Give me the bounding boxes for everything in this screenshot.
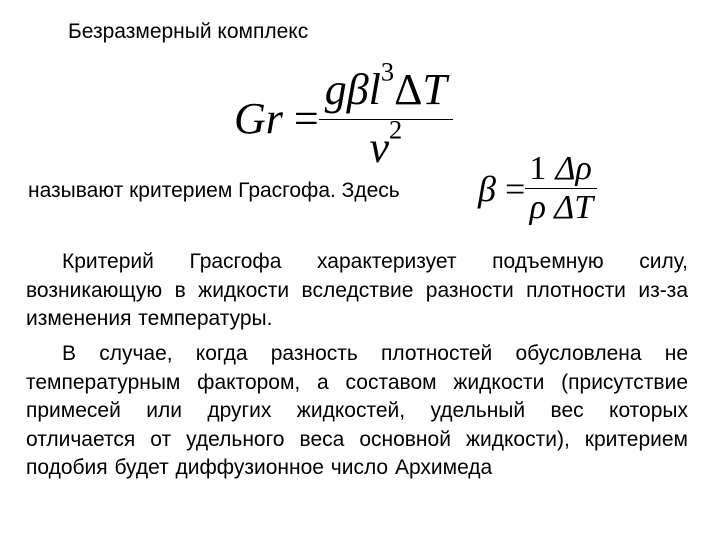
intro-text: называют критерием Грасгофа. Здесь	[28, 179, 400, 202]
grashof-lhs	[234, 93, 319, 144]
grashof-numerator	[319, 56, 453, 119]
grashof-symbol: Gr	[234, 94, 283, 143]
beta-fraction-one-denominator: ρ	[525, 188, 550, 227]
beta-formula	[478, 150, 597, 227]
viscosity-exponent: 2	[388, 114, 403, 145]
beta-fraction-two-denominator: ΔT	[550, 188, 597, 227]
grashof-formula	[234, 56, 453, 173]
beta-fraction-one-numerator: 1	[529, 150, 547, 187]
length-symbol: l	[368, 65, 381, 114]
equals-sign: =	[293, 94, 319, 143]
beta-symbol: β	[346, 65, 369, 114]
delta-symbol: Δ	[394, 65, 423, 114]
beta-lhs-symbol: β	[478, 168, 496, 209]
paragraph-archimedes-description: В случае, когда разность плотностей обусловлена не температурным фактором, а составом жидкости (присутствие примесей или других жидкостей, удельный вес которых отличается от удельного веса основной жидкости), критерием подобия будет диффузионное число Архимеда	[26, 342, 688, 480]
grashof-denominator	[319, 114, 453, 173]
length-exponent: 3	[380, 56, 395, 87]
gravity-symbol: g	[324, 65, 347, 114]
viscosity-symbol: v	[369, 123, 389, 172]
heading-text: Безразмерный комплекс	[68, 20, 309, 43]
beta-fraction-two	[550, 150, 597, 227]
temperature-symbol: T	[422, 65, 447, 114]
beta-fraction-two-numerator: Δρ	[555, 150, 592, 187]
paragraph-grashof-description: Критерий Грасгофа характеризует подъемную силу, возникающую в жидкости вследствие разности плотности из-за изменения температуры.	[26, 250, 688, 331]
beta-equals-sign: =	[504, 168, 526, 209]
grashof-fraction	[319, 56, 453, 173]
beta-lhs	[478, 168, 525, 210]
beta-fraction-one	[525, 150, 550, 227]
